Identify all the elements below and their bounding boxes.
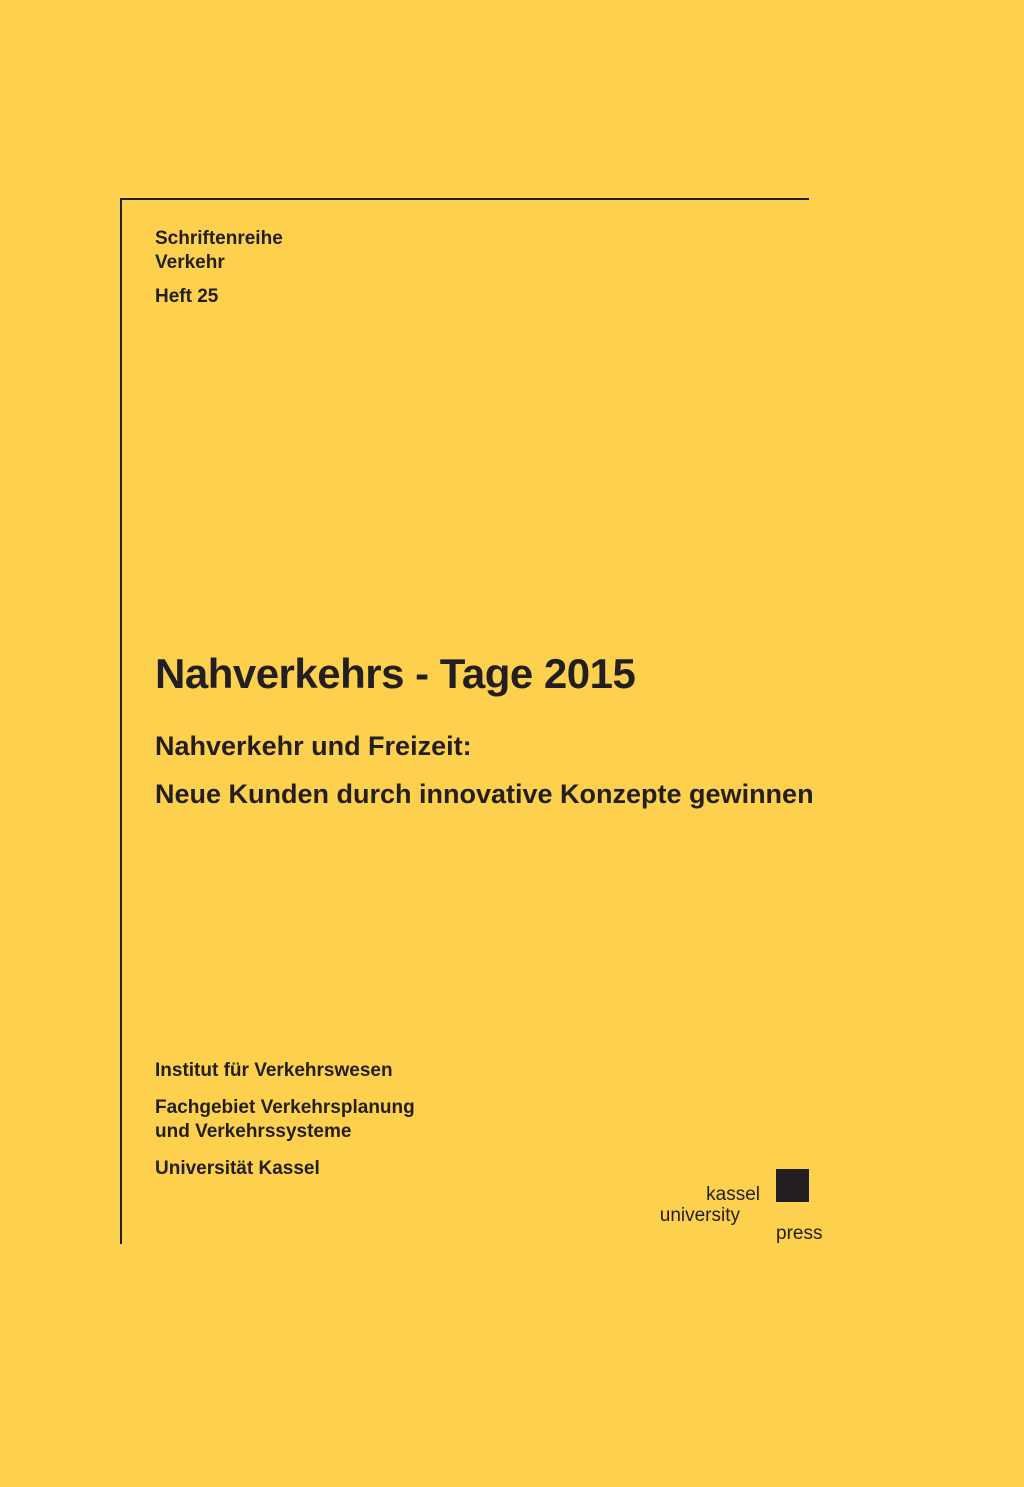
series-name-line2: Verkehr: [155, 252, 225, 273]
series-name-line1: Schriftenreihe: [155, 228, 283, 249]
department-name-line2: und Verkehrssysteme: [155, 1121, 352, 1142]
department-name-line1: Fachgebiet Verkehrsplanung: [155, 1097, 415, 1118]
institute-name: Institut für Verkehrswesen: [155, 1060, 393, 1081]
institution-info: [155, 1059, 415, 1181]
series-info: [155, 227, 283, 309]
logo-square-icon: [776, 1169, 809, 1202]
book-subtitle: [155, 722, 814, 818]
top-rule-line: [120, 198, 809, 200]
issue-number: Heft 25: [155, 286, 219, 307]
subtitle-line1: Nahverkehr und Freizeit:: [155, 731, 472, 761]
logo-word-kassel: kassel: [706, 1184, 760, 1205]
logo-word-university: university: [659, 1205, 740, 1226]
book-title: Nahverkehrs - Tage 2015: [155, 650, 636, 697]
left-rule-line: [120, 198, 122, 1244]
university-name: Universität Kassel: [155, 1158, 320, 1179]
logo-word-press: press: [776, 1223, 823, 1244]
subtitle-line2: Neue Kunden durch innovative Konzepte gewinnen: [155, 779, 814, 809]
